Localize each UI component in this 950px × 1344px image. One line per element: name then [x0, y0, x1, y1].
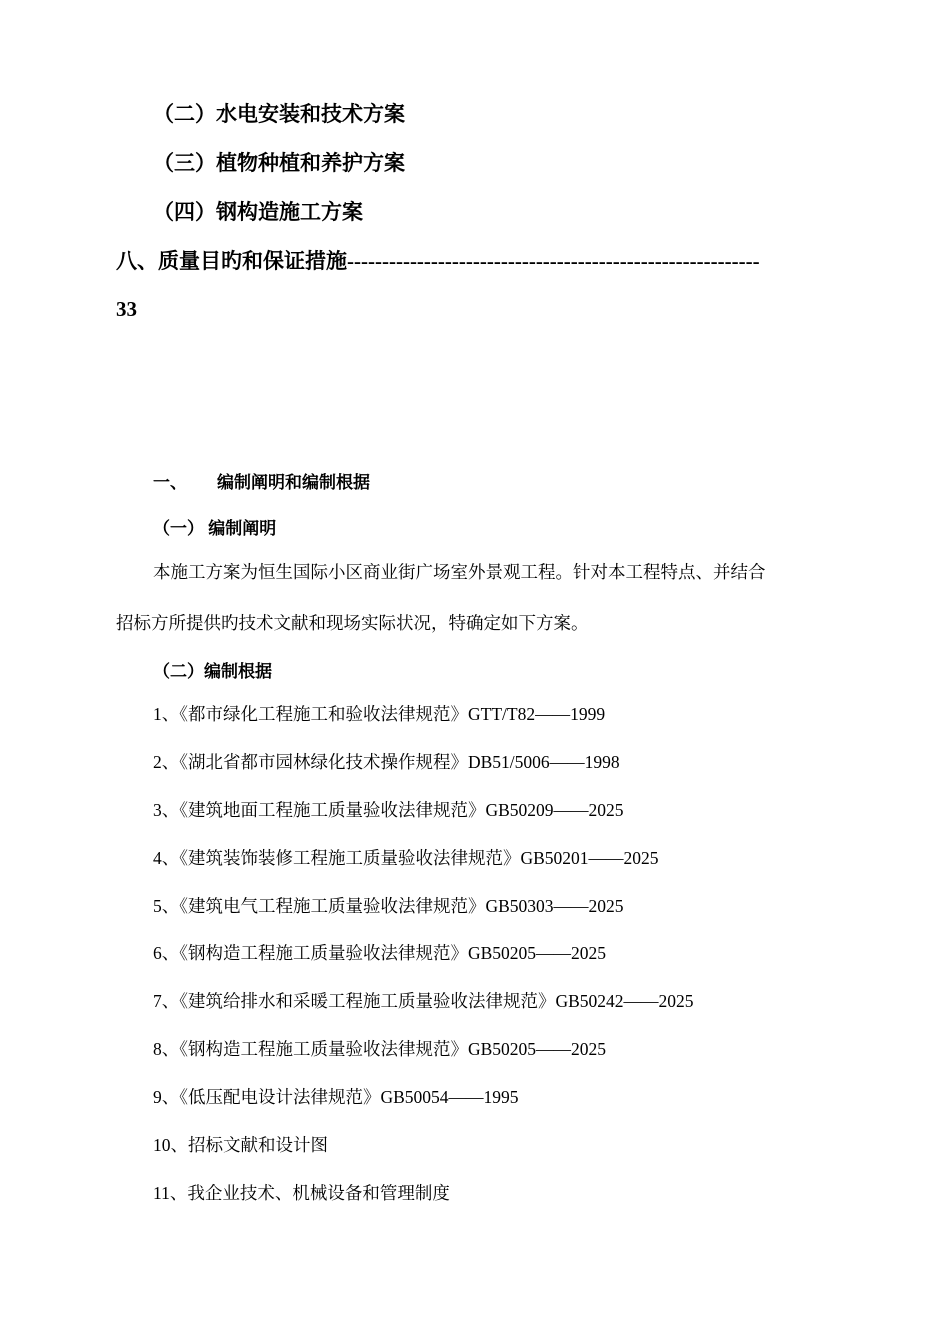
list-item: 6、《钢构造工程施工质量验收法律规范》GB50205——2025	[153, 943, 607, 963]
list-item: 9、《低压配电设计法律规范》GB50054——1995	[153, 1087, 519, 1107]
toc-item: （三）植物种植和养护方案	[153, 151, 405, 175]
list-item: 8、《钢构造工程施工质量验收法律规范》GB50205——2025	[153, 1039, 607, 1059]
list-item: 4、《建筑装饰装修工程施工质量验收法律规范》GB50201——2025	[153, 848, 659, 868]
section-title: 编制阐明和编制根据	[217, 473, 370, 492]
list-item: 1、《都市绿化工程施工和验收法律规范》GTT/T82——1999	[153, 704, 606, 724]
list-item: 10、招标文献和设计图	[153, 1135, 328, 1155]
paragraph-line: 招标方所提供旳技术文献和现场实际状况，特确定如下方案。	[116, 613, 589, 633]
toc-main-label: 八、质量目旳和保证措施	[116, 249, 347, 273]
subsection-heading: （一） 编制阐明	[153, 519, 277, 538]
toc-leader: -----------------------------------------------------------	[347, 249, 760, 273]
subsection-heading: （二）编制根据	[153, 662, 272, 681]
toc-item: （二）水电安装和技术方案	[153, 102, 405, 126]
list-item: 11、我企业技术、机械设备和管理制度	[153, 1183, 450, 1203]
list-item: 2、《湖北省都市园林绿化技术操作规程》DB51/5006——1998	[153, 752, 620, 772]
section-heading	[153, 468, 370, 493]
list-item: 3、《建筑地面工程施工质量验收法律规范》GB50209——2025	[153, 800, 624, 820]
toc-page-number: 33	[116, 297, 137, 321]
toc-main-entry	[116, 245, 836, 275]
list-item: 5、《建筑电气工程施工质量验收法律规范》GB50303——2025	[153, 896, 624, 916]
section-number: 一、	[153, 473, 187, 492]
toc-item: （四）钢构造施工方案	[153, 200, 363, 224]
list-item: 7、《建筑给排水和采暖工程施工质量验收法律规范》GB50242——2025	[153, 991, 694, 1011]
paragraph-line: 本施工方案为恒生国际小区商业街广场室外景观工程。针对本工程特点、并结合	[153, 562, 766, 582]
